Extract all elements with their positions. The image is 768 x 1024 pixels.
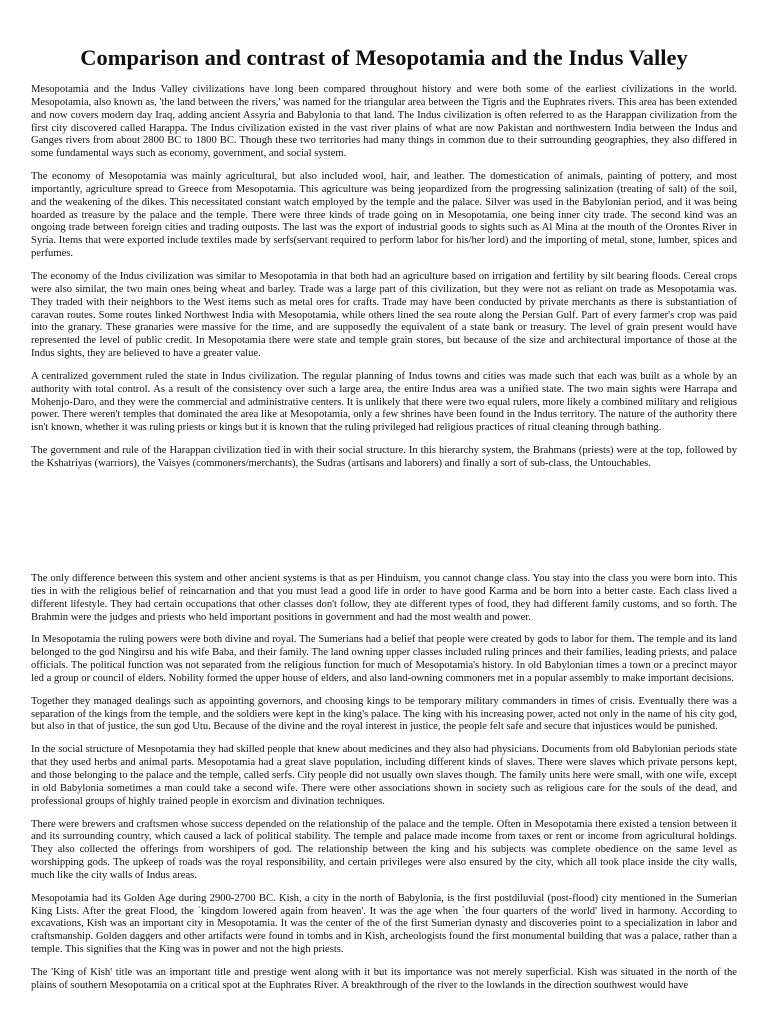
paragraph: A centralized government ruled the state in Indus civilization. The regular planning of Indus towns and cities was made such that each was built as a whole by an authority with total control. As a result of the consistency over such a large area, the entire Indus area was a unified state. The two main sights were Harrapa and Mohenjo-Daro, and they were the commercial and administrative centers. It is unlikely that there were two equal rulers, more likely a combined military and religious power. There weren't temples that dominated the area like at Mesopotamia, only a few shrines have been found in the Indus territory. The nature of the authority there isn't known, whether it was ruling priests or kings but it is known that the ruling privileged had religious practices of ritual cleaning through bathing.: [31, 370, 737, 434]
paragraph: Together they managed dealings such as appointing governors, and choosing kings to be temporary military commanders in times of crisis. Eventually there was a separation of the kings from the temple, and the soldiers were kept in the king's palace. The king with his increasing power, acted not only in the name of his city god, but also in that of justice, the sun god Utu. Because of the divine and the royal interest in justice, the people felt safe and secure that injustices would be punished.: [31, 695, 737, 733]
paragraph: The only difference between this system and other ancient systems is that as per Hinduism, you cannot change class. You stay into the class you were born into. This ties in with the religious belief of reincarnation and that you must lead a good life in order to have good Karma and be born into a better caste. Each class lived a different lifestyle. They had certain occupations that other classes don't follow, they ate different types of food, they had different family customs, and so forth. The Brahmin were the judges and priests who held important positions in government and had the most wealth and power.: [31, 573, 737, 623]
paragraph: The economy of Mesopotamia was mainly agricultural, but also included wool, hair, and leather. The domestication of animals, painting of pottery, and most importantly, agriculture spread to Greece from Mesopotamia. This agriculture was being jeopardized from the progressing salinization (treating of salt) of the soil, and the weakening of the dikes. This necessitated constant watch employed by the temple and the palace. Silver was used in the Babylonian period, and it was being hoarded as treasure by the palace and the temple. There were three kinds of trade going on in Mesopotamia, one being inner city trade. The second kind was an ongoing trade between foreign cities and trading outposts. The last was the export of industrial goods to sights such as Al Mina at the mouth of the Orontes River in Syria. Items that were exported include textiles made by serfs(servant required to perform labor for his/her lord) and the importing of metal, stone, lumber, spices and perfumes.: [31, 171, 737, 260]
paragraph: In Mesopotamia the ruling powers were both divine and royal. The Sumerians had a belief that people were created by gods to labor for them. The temple and its land belonged to the god Ningirsu and his wife Baba, and their family. The land owning upper classes included ruling princes and their families, leading priests, and palace officials. The political function was not separated from the religious function for much of Mesopotamia's history. In old Babylonian times a town or a precinct mayor led a group or council of elders. Nobility formed the upper house of elders, and also land-owning commoners met in a popular assembly to make important decisions.: [31, 634, 737, 684]
paragraph: Mesopotamia had its Golden Age during 2900-2700 BC. Kish, a city in the north of Babylonia, is the first postdiluvial (post-flood) city mentioned in the Sumerian King Lists. After the great Flood, the `kingdom lowered again from heaven'. It was the age when `the four quarters of the world' lived in harmony. According to excavations, Kish was an important city in Mesopotamia. It was the center of the of the first Sumerian dynasty and discoveries point to a specialization in labor and craftsmanship. Golden daggers and other artifacts were found in tombs and in Kish, archeologists found the first monumental building that was a palace, rather than a temple. This signifies that the King was in power and not the high priests.: [31, 892, 737, 956]
document-title: Comparison and contrast of Mesopotamia and the Indus Valley: [80, 45, 688, 70]
paragraph: Mesopotamia and the Indus Valley civilizations have long been compared throughout history and were both some of the earliest civilizations in the world. Mesopotamia, also known as, 'the land between the rivers,' was named for the triangular area between the Tigris and the Euphrates rivers. This area has been extended and now covers modern day Iraq, adding ancient Assyria and Babylonia to that land. The Indus civilization is often referred to as the Harappan civilization from the first city discovered called Harappa. The Indus civilization existed in the vast river plains of what are now Pakistan and northwestern India between the Indus and Ganges rivers from about 2800 BC to 1800 BC. Though these two territories had many things in common due to their surrounding geographies, they also differed in some fundamental ways such as economy, government, and social system.: [31, 84, 737, 160]
text-block-upper: [31, 84, 737, 481]
paragraph: The economy of the Indus civilization was similar to Mesopotamia in that both had an agriculture based on irrigation and fertility by silt bearing floods. Cereal crops were also similar, the two main ones being wheat and barley. Trade was a large part of this civilization, but they were not as reliant on trade as Mesopotamia was. They traded with their neighbors to the West items such as metal ores for crafts. Trade may have been conducted by private merchants as there is substantiation of caravan routes. Some routes linked Northwest India with Mesopotamia, while others lined the sea route along the Persian Gulf. Part of every farmer's crop was paid into the granary. These granaries were massive for the time, and are supposedly the equivalent of a state bank or treasury. The level of grain present would have represented the level of public credit. In Mesopotamia there were state and temple grain stores, but because of the size and architectural importance of those at the Indus sights, they are believed to have a greater value.: [31, 270, 737, 360]
paragraph: In the social structure of Mesopotamia they had skilled people that knew about medicines and they also had physicians. Documents from old Babylonian periods state that they used herbs and animal parts. Mesopotamia had a great slave population, including different kinds of slaves. There were slaves which private persons kept, and those belonging to the palace and the temple, called serfs. City people did not usually own slaves though. The family units here were small, with one wife, except in old Babylonia sometimes a man could take a second wife. There were other associations shown in society such as religious care for the souls of the dead, and professional groups of highly trained people in exorcism and divination techniques.: [31, 744, 737, 807]
paragraph: The government and rule of the Harappan civilization tied in with their social structure. In this hierarchy system, the Brahmans (priests) were at the top, followed by the Kshatriyas (warriors), the Vaisyes (commoners/merchants), the Sudras (artisans and laborers) and finally a sort of sub-class, the Untouchables.: [31, 445, 737, 469]
text-block-lower: [31, 573, 737, 1003]
paragraph: The 'King of Kish' title was an important title and prestige went along with it but its importance was not merely superficial. Kish was situated in the north of the plains of southern Mesopotamia on a critical spot at the Euphrates River. A breakthrough of the river to the lowlands in the direction southwest would have: [31, 966, 737, 991]
paragraph: There were brewers and craftsmen whose success depended on the relationship of the palace and the temple. Often in Mesopotamia there existed a tension between it and its surrounding country, which caused a lack of political stability. The temple and palace made income from taxes or rent or income from agricultural holdings. They also collected the offerings from worshipers of god. The relationship between the king and his subjects was complete obedience on the same level as worshipping gods. The upkeep of roads was the royal responsibility, and certain privileges were also ensured by the city, which all took place inside the city walls, much like the city walls of Indus areas.: [31, 818, 737, 881]
